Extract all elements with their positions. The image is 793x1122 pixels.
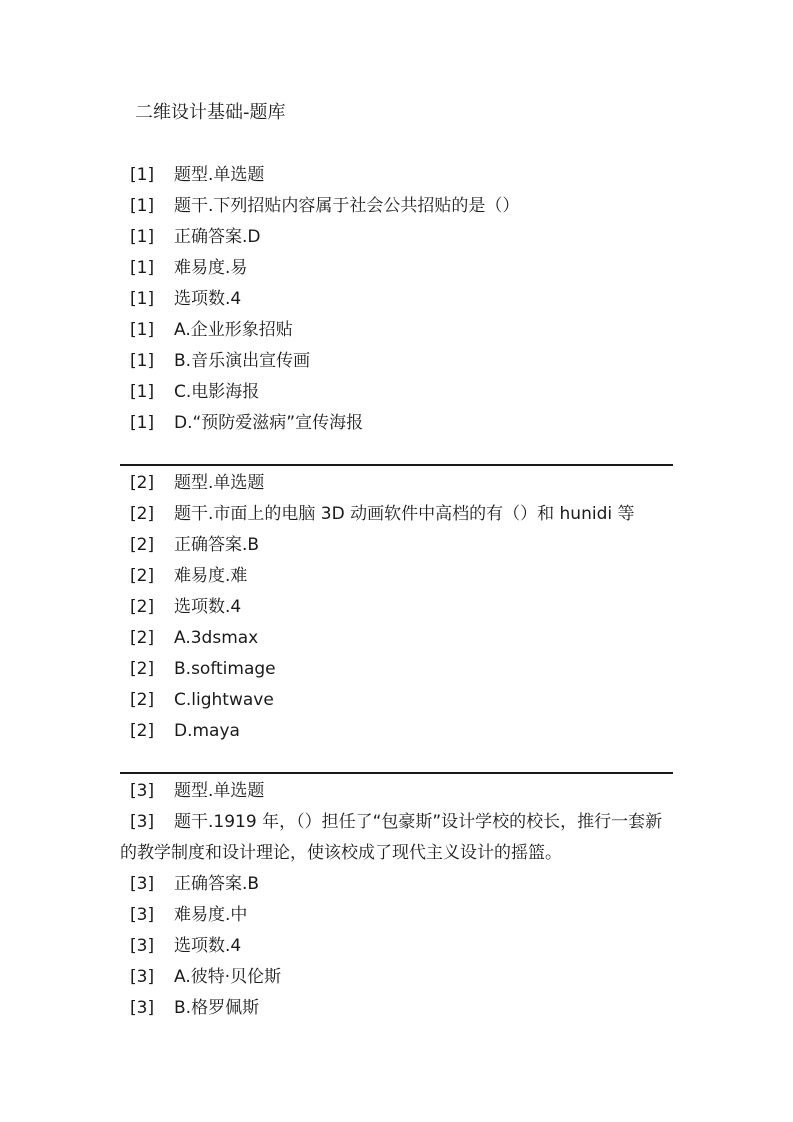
option-a-line <box>120 962 673 993</box>
option-a-line <box>120 623 673 654</box>
option-a-line <box>120 315 673 346</box>
option-b: B.音乐演出宣传画 <box>174 351 311 371</box>
question-number-tag: [3] <box>130 936 155 956</box>
option-d: D.“预防爱滋病”宣传海报 <box>174 413 364 433</box>
option-count-line <box>120 592 673 623</box>
option-b: B.格罗佩斯 <box>174 998 260 1018</box>
correct-answer-line <box>120 530 673 561</box>
question-number-tag: [1] <box>130 289 155 309</box>
option-c-line <box>120 377 673 408</box>
option-b-line <box>120 993 673 1024</box>
option-d: D.maya <box>174 721 240 741</box>
question-stem-line <box>120 191 673 222</box>
option-d-line <box>120 716 673 747</box>
question-number-tag: [1] <box>130 382 155 402</box>
question-type: 题型.单选题 <box>174 473 265 493</box>
difficulty: 难易度.易 <box>174 258 248 278</box>
question-stem-line <box>120 807 673 869</box>
question-number-tag: [1] <box>130 227 155 247</box>
question-number-tag: [2] <box>130 721 155 741</box>
question-number-tag: [3] <box>130 905 155 925</box>
option-c-line <box>120 685 673 716</box>
option-a: A.3dsmax <box>174 628 259 648</box>
question-block-3 <box>120 772 673 1024</box>
difficulty: 难易度.难 <box>174 566 248 586</box>
question-number-tag: [2] <box>130 690 155 710</box>
option-d-line <box>120 408 673 439</box>
question-stem: 题干.市面上的电脑 3D 动画软件中高档的有（）和 hunidi 等 <box>174 504 635 524</box>
difficulty-line <box>120 561 673 592</box>
option-b-line <box>120 654 673 685</box>
option-b: B.softimage <box>174 659 276 679</box>
option-a: A.企业形象招贴 <box>174 320 293 340</box>
question-number-tag: [1] <box>130 413 155 433</box>
question-number-tag: [1] <box>130 258 155 278</box>
question-type: 题型.单选题 <box>174 165 265 185</box>
question-number-tag: [3] <box>130 967 155 987</box>
question-number-tag: [2] <box>130 566 155 586</box>
question-stem: 题干.下列招贴内容属于社会公共招贴的是（） <box>174 196 520 216</box>
correct-answer: 正确答案.B <box>174 874 260 894</box>
difficulty: 难易度.中 <box>174 905 248 925</box>
question-number-tag: [2] <box>130 504 155 524</box>
option-count: 选项数.4 <box>174 936 242 956</box>
question-number-tag: [3] <box>130 781 155 801</box>
question-type-line <box>120 776 673 807</box>
question-type-line <box>120 160 673 191</box>
question-number-tag: [3] <box>130 874 155 894</box>
question-type: 题型.单选题 <box>174 781 265 801</box>
option-count: 选项数.4 <box>174 289 242 309</box>
question-number-tag: [1] <box>130 165 155 185</box>
question-number-tag: [1] <box>130 196 155 216</box>
question-number-tag: [2] <box>130 628 155 648</box>
option-a: A.彼特·贝伦斯 <box>174 967 282 987</box>
question-number-tag: [1] <box>130 351 155 371</box>
question-number-tag: [1] <box>130 320 155 340</box>
question-number-tag: [3] <box>130 998 155 1018</box>
question-number-tag: [2] <box>130 535 155 555</box>
option-count-line <box>120 931 673 962</box>
option-c: C.电影海报 <box>174 382 260 402</box>
correct-answer-line <box>120 869 673 900</box>
correct-answer: 正确答案.D <box>174 227 261 247</box>
question-number-tag: [2] <box>130 473 155 493</box>
option-count-line <box>120 284 673 315</box>
correct-answer-line <box>120 222 673 253</box>
question-number-tag: [2] <box>130 597 155 617</box>
option-count: 选项数.4 <box>174 597 242 617</box>
question-block-1 <box>120 160 673 439</box>
option-b-line <box>120 346 673 377</box>
correct-answer: 正确答案.B <box>174 535 260 555</box>
question-number-tag: [2] <box>130 659 155 679</box>
option-c: C.lightwave <box>174 690 274 710</box>
difficulty-line <box>120 900 673 931</box>
difficulty-line <box>120 253 673 284</box>
question-stem: 题干.1919 年，（）担任了“包豪斯”设计学校的校长，推行一套新的教学制度和设计理论，使该校成了现代主义设计的摇篮。 <box>120 812 663 863</box>
document-title: 二维设计基础-题库 <box>135 102 286 123</box>
question-stem-line <box>120 499 673 530</box>
question-type-line <box>120 468 673 499</box>
question-number-tag: [3] <box>130 812 155 832</box>
question-block-2 <box>120 464 673 747</box>
